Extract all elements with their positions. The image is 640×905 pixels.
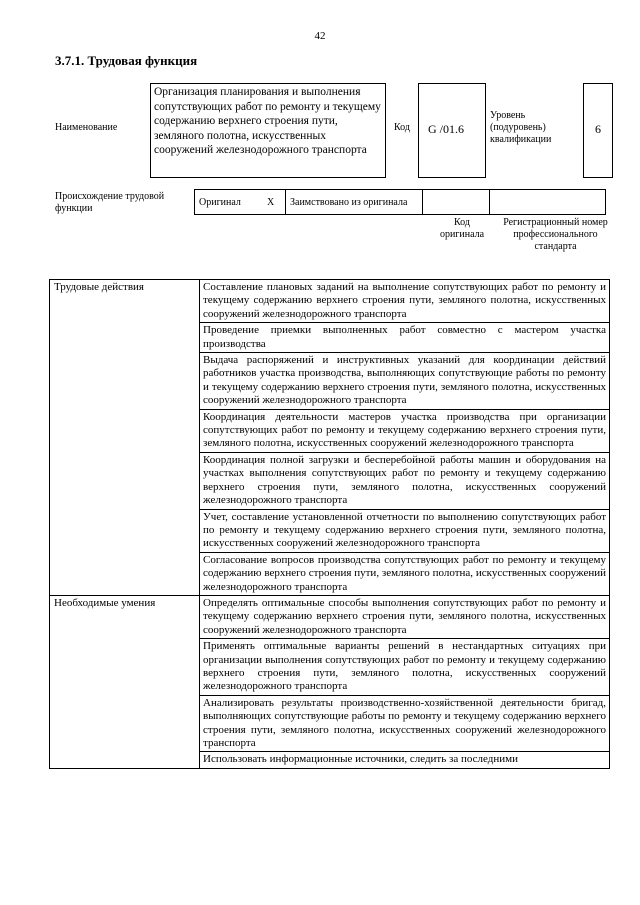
action-item: Координация деятельности мастеров участка производства при организации сопутствующих работ по ремонту и текущему содержанию верхнего строения пути, земляного полотна, искусственных сооружений железнодорожного транспорта (200, 409, 610, 452)
skill-item: Применять оптимальные варианты решений в нестандартных ситуациях при организации выполнения сопутствующих работ по ремонту и текущему содержанию верхнего строения пути, земляного полотна, искусственных сооружений железнодорожного транспорта (200, 639, 610, 696)
section-title: 3.7.1. Трудовая функция (55, 53, 198, 68)
action-item: Учет, составление установленной отчетности по выполнению сопутствующих работ по ремонту и текущему содержанию верхнего строения пути, земляного полотна, искусственных сооружений железнодорожного транспорта (200, 509, 610, 552)
original-label: Оригинал (195, 190, 264, 215)
skill-item: Анализировать результаты производственно-хозяйственной деятельности бригад, выполняющих сопутствующие работы по ремонту и текущему содержанию верхнего строения пути, земляного полотна, искусственных сооружений железнодорожного транспорта (200, 695, 610, 752)
code-caption: Код оригинала (439, 217, 485, 240)
level-label: Уровень (подуровень) квалификации (490, 110, 552, 145)
name-label: Наименование (55, 122, 118, 133)
action-item: Составление плановых заданий на выполнение сопутствующих работ по ремонту и текущему содержанию верхнего строения пути, земляного полотна, искусственных сооружений железнодорожного транспорта (200, 280, 610, 323)
name-value: Организация планирования и выполнения сопутствующих работ по ремонту и текущему содержанию верхнего строения пути, земляного полотна, искусственных сооружений железнодорожного транспорта (150, 83, 386, 178)
origin-label: Происхождение трудовой функции (55, 191, 165, 214)
reg-number-cell (490, 190, 606, 215)
level-value: 6 (583, 83, 613, 178)
table-row (50, 280, 610, 323)
borrowed-label: Заимствовано из оригинала (286, 190, 423, 215)
original-mark: X (263, 190, 286, 215)
actions-label: Трудовые действия (50, 280, 200, 596)
table-row (50, 595, 610, 638)
action-item: Выдача распоряжений и инструктивных указаний для координации действий работников участка производства, выполняющих сопутствующие работы по ремонту и текущему содержанию верхнего строения пути, земляного полотна, искусственных сооружений железнодорожного транспорта (200, 353, 610, 410)
original-code-cell (423, 190, 490, 215)
code-label: Код (394, 122, 410, 133)
reg-caption: Регистрационный номер профессионального стандарта (503, 217, 608, 252)
skill-item: Использовать информационные источники, следить за последними (200, 752, 610, 768)
skills-label: Необходимые умения (50, 595, 200, 768)
action-item: Согласование вопросов производства сопутствующих работ по ремонту и текущему содержанию верхнего строения пути, земляного полотна, искусственных сооружений железнодорожного транспорта (200, 552, 610, 595)
origin-table (194, 189, 606, 215)
function-table (49, 279, 610, 769)
skill-item: Определять оптимальные способы выполнения сопутствующих работ по ремонту и текущему содержанию верхнего строения пути, земляного полотна, искусственных сооружений железнодорожного транспорта (200, 595, 610, 638)
page-number: 42 (314, 30, 326, 42)
code-value: G /01.6 (418, 83, 486, 178)
action-item: Координация полной загрузки и бесперебойной работы машин и оборудования на участках выполнения сопутствующих работ по ремонту и текущему содержанию верхнего строения пути, земляного полотна, искусственных сооружений железнодорожного транспорта (200, 452, 610, 509)
action-item: Проведение приемки выполненных работ совместно с мастером участка производства (200, 323, 610, 353)
